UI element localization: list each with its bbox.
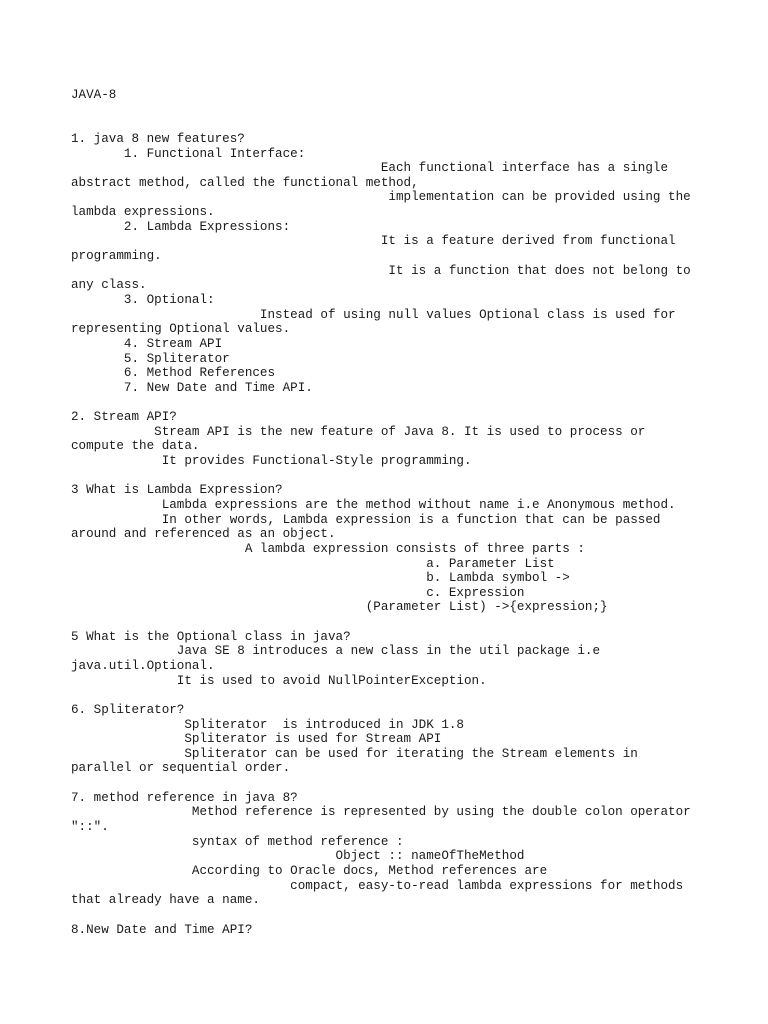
document-line: JAVA-8 bbox=[71, 88, 117, 102]
document-line: 3 What is Lambda Expression? bbox=[71, 483, 283, 498]
document-line bbox=[71, 469, 691, 484]
document-line: parallel or sequential order. bbox=[71, 761, 291, 776]
document-line: It is a function that does not belong to bbox=[71, 263, 691, 278]
document-line: It is a feature derived from functional bbox=[71, 234, 676, 249]
document-line: Lambda expressions are the method without name i.e Anonymous method. bbox=[71, 497, 676, 512]
document-line: programming. bbox=[71, 249, 162, 264]
document-line: java.util.Optional. bbox=[71, 658, 215, 673]
document-line bbox=[71, 688, 691, 703]
document-line: that already have a name. bbox=[71, 893, 260, 908]
document-line: representing Optional values. bbox=[71, 322, 291, 337]
document-line: 5 What is the Optional class in java? bbox=[71, 629, 351, 644]
document-line: 1. Functional Interface: bbox=[71, 146, 306, 161]
document-line: implementation can be provided using the bbox=[71, 190, 691, 205]
document-line: 7. method reference in java 8? bbox=[71, 790, 298, 805]
document-line: 4. Stream API bbox=[71, 336, 223, 351]
document-line: "::". bbox=[71, 820, 109, 835]
document-line: around and referenced as an object. bbox=[71, 527, 336, 542]
document-line: A lambda expression consists of three parts : bbox=[71, 541, 585, 556]
document-line: c. Expression bbox=[71, 585, 525, 600]
document-line: b. Lambda symbol -> bbox=[71, 571, 570, 586]
document-text bbox=[71, 88, 691, 937]
document-line: abstract method, called the functional method, bbox=[71, 175, 419, 190]
document-line bbox=[71, 103, 691, 118]
document-line: Each functional interface has a single bbox=[71, 161, 669, 176]
document-line: Spliterator is used for Stream API bbox=[71, 732, 442, 747]
document-line: It provides Functional-Style programming. bbox=[71, 454, 472, 469]
document-line: Spliterator can be used for iterating the Stream elements in bbox=[71, 746, 638, 761]
document-line: Object :: nameOfTheMethod bbox=[71, 849, 525, 864]
document-line: 8.New Date and Time API? bbox=[71, 922, 253, 937]
document-line bbox=[71, 776, 691, 791]
document-line: a. Parameter List bbox=[71, 556, 555, 571]
document-line: compact, easy-to-read lambda expressions for methods bbox=[71, 878, 684, 893]
document-line bbox=[71, 908, 691, 923]
document-line: 7. New Date and Time API. bbox=[71, 380, 313, 395]
document-line bbox=[71, 615, 691, 630]
document-line: compute the data. bbox=[71, 439, 200, 454]
document-line: Instead of using null values Optional class is used for bbox=[71, 307, 676, 322]
document-line: 2. Stream API? bbox=[71, 410, 177, 425]
document-line: It is used to avoid NullPointerException. bbox=[71, 673, 487, 688]
document-line: In other words, Lambda expression is a function that can be passed bbox=[71, 512, 661, 527]
document-line bbox=[71, 117, 691, 132]
document-line: 6. Spliterator? bbox=[71, 702, 185, 717]
document-line bbox=[71, 395, 691, 410]
document-line: (Parameter List) ->{expression;} bbox=[71, 600, 608, 615]
document-line: syntax of method reference : bbox=[71, 834, 404, 849]
document-line: Method reference is represented by using the double colon operator bbox=[71, 805, 691, 820]
document-line: Spliterator is introduced in JDK 1.8 bbox=[71, 717, 464, 732]
document-line: any class. bbox=[71, 278, 147, 293]
document-line: Stream API is the new feature of Java 8. It is used to process or bbox=[71, 424, 646, 439]
document-line: Java SE 8 introduces a new class in the util package i.e bbox=[71, 644, 601, 659]
document-line: lambda expressions. bbox=[71, 205, 215, 220]
document-line: 5. Spliterator bbox=[71, 351, 230, 366]
document-line: According to Oracle docs, Method references are bbox=[71, 863, 548, 878]
document-line: 6. Method References bbox=[71, 366, 276, 381]
document-line: 2. Lambda Expressions: bbox=[71, 219, 291, 234]
document-line: 1. java 8 new features? bbox=[71, 131, 245, 146]
document-line: 3. Optional: bbox=[71, 292, 215, 307]
